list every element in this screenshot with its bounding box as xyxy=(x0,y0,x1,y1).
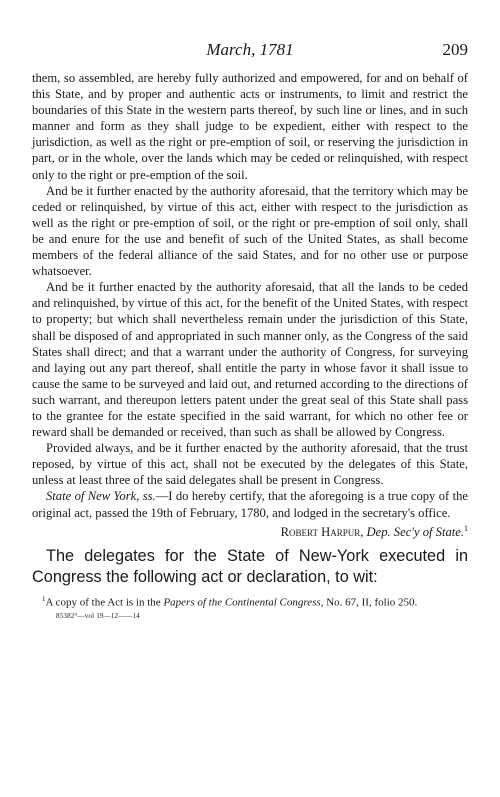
editorial-text: The delegates for the State of New-York executed in Congress the following act or declaration, to wit: xyxy=(32,546,468,586)
footnote-source-title: Papers of the Continental Congress, xyxy=(163,596,324,609)
footnote-mark: 1 xyxy=(42,594,46,603)
signature-title: Dep. Sec'y of State. xyxy=(366,524,464,539)
paragraph-territory: And be it further enacted by the authority aforesaid, that the territory which may be ceded or relinquished, by virtue of this act, either with respect to the jurisdiction as well as the right or pre-emption of soil, or the right or pre-emption of soil only, shall be and enure for the use and benefit of such of the United States, as shall become members of the federal alliance of the said States, and for no other use or purpose whatsoever. xyxy=(32,183,468,279)
page-number: 209 xyxy=(442,40,468,59)
footnote-text-after: No. 67, II, folio 250. xyxy=(323,596,418,609)
paragraph-certification xyxy=(32,488,468,520)
body-text xyxy=(32,70,468,540)
paragraph-proviso: Provided always, and be it further enacted by the authority aforesaid, that the trust reposed, by virtue of this act, shall not be executed by the delegates of this State, unless at least three of the said delegates shall be present in Congress. xyxy=(32,441,468,488)
paragraph-lands: And be it further enacted by the authority aforesaid, that all the lands to be ceded and relinquished, by virtue of this act, for the benefit of the United States, with respect to property; but which shall nevertheless remain under the jurisdiction of this State, shall be disposed of and appropriated in such manner only, as the Congress of the said States shall direct; and that a warrant under the authority of Congress, for surveying and laying out any part thereof, shall entitle the party in whose favor it shall issue to cause the same to be surveyed and laid out, and returned according to the directions of such warrant, and thereupon letters patent under the great seal of this State shall pass to the grantee for the estate specified in the said warrant, for which no other fee or reward shall be demanded or received, than such as shall be allowed by Congress. xyxy=(32,280,468,440)
printer-mark: 85382°—vol 19—12——14 xyxy=(56,611,140,620)
running-head: March, 1781 xyxy=(206,40,294,59)
signature-name: Robert Harpur, xyxy=(280,524,364,539)
footnote-text-before: A copy of the Act is in the xyxy=(45,596,164,609)
document-page xyxy=(32,40,468,620)
paragraph-continuation: them, so assembled, are hereby fully authorized and empowered, for and on behalf of this State, and by proper and authentic acts or instruments, to limit and restrict the boundaries of this State in the western parts thereof, by such line or lines, and in such manner and form as they shall judge to be expedient, either with respect to the jurisdiction, as well as the right or pre-emption of soil, or reserving the jurisdiction in part, or in the whole, over the lands which may be ceded or relinquished, with respect only to the right or pre-emption of the soil. xyxy=(32,71,468,182)
page-header xyxy=(32,40,468,64)
certification-venue: State of New York, ss. xyxy=(46,489,156,504)
footnote-reference: 1 xyxy=(464,523,468,533)
signature xyxy=(32,521,468,540)
certification-text: —I do hereby certify, that the aforegoing is a true copy of the original act, passed the 19th of February, 1780, and lodged in the secretary's office. xyxy=(32,489,468,520)
footnote xyxy=(32,592,468,610)
